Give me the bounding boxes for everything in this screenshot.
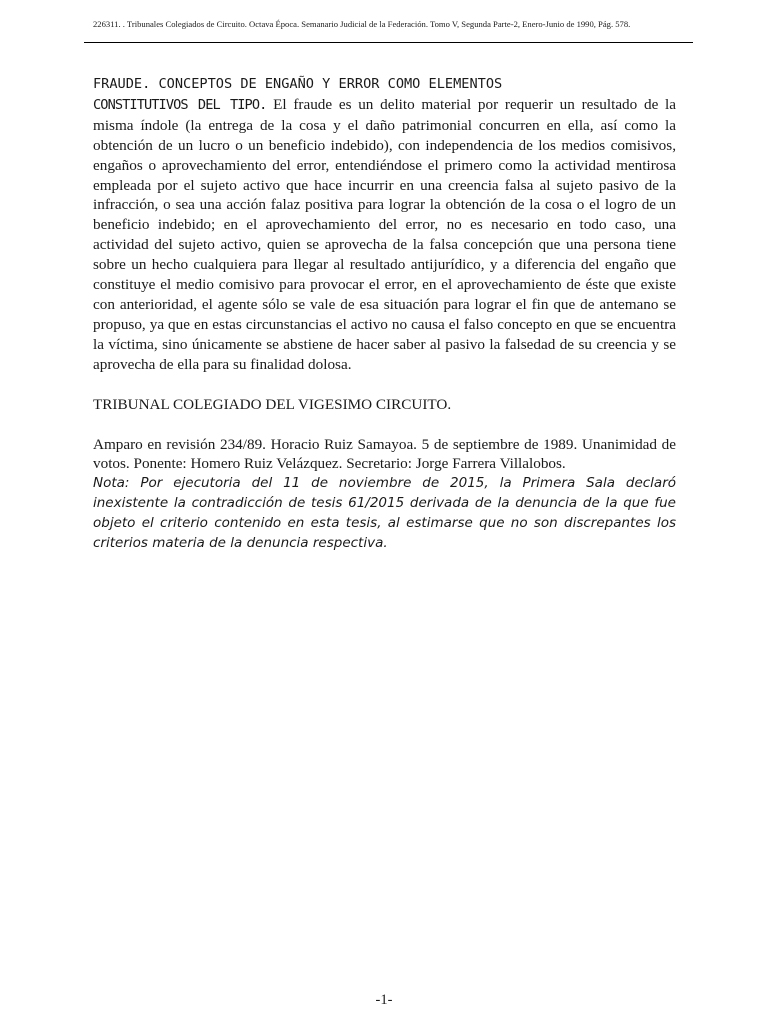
document-header-reference: 226311. . Tribunales Colegiados de Circuito. Octava Época. Semanario Judicial de la Federación. Tomo V, Segunda Parte-2, Enero-Junio de 1990, Pág. 578. <box>93 19 631 29</box>
header-divider <box>84 42 693 43</box>
page-number: -1- <box>375 992 393 1008</box>
nota-text: Nota: Por ejecutoria del 11 de noviembre de 2015, la Primera Sala declaró inexistente la contradicción de tesis 61/2015 derivada de la denuncia de la que fue objeto el criterio contenido en esta tesis, al estimarse que no son discrepantes los criterios materia de la denuncia respectiva. <box>93 475 676 551</box>
thesis-content <box>93 74 676 554</box>
court-name: TRIBUNAL COLEGIADO DEL VIGESIMO CIRCUITO. <box>93 395 452 413</box>
thesis-body: El fraude es un delito material por requerir un resultado de la misma índole (la entrega de la cosa y el daño patrimonial concurren en ella, así como la obtención de un lucro o un beneficio indebido), con independencia de los medios comisivos, engaños o aprovechamiento del error, entendiéndose el primero como la actividad mentirosa empleada por el sujeto activo que hace incurrir en una creencia falsa al sujeto pasivo de la infracción, o sea una acción falaz positiva para lograr la obtención de la cosa o el logro de un beneficio indebido; en el aprovechamiento del error, no es necesario en todo caso, una actividad del sujeto activo, quien se aprovecha de la falsa concepción que una persona tiene sobre un hecho cualquiera para llegar al resultado antijurídico, y a diferencia del engaño que constituye el medio comisivo para provocar el error, en el aprovechamiento de éste que existe con anterioridad, el agente sólo se vale de esa situación para lograr el fin que de antemano se propuso, ya que en estas circunstancias el activo no causa el falso concepto en que se encuentra la víctima, sino únicamente se abstiene de hacer saber al pasivo la falsedad de su creencia y se aprovecha de ella para su finalidad dolosa. <box>93 95 676 373</box>
thesis-heading-line1: FRAUDE. CONCEPTOS DE ENGAÑO Y ERROR COMO ELEMENTOS <box>93 76 503 92</box>
thesis-heading-line2: CONSTITUTIVOS DEL TIPO. <box>93 96 267 113</box>
precedent-text: Amparo en revisión 234/89. Horacio Ruiz Samayoa. 5 de septiembre de 1989. Unanimidad de votos. Ponente: Homero Ruiz Velázquez. Secretario: Jorge Farrera Villalobos. <box>93 435 676 473</box>
thesis-paragraph <box>93 74 676 375</box>
